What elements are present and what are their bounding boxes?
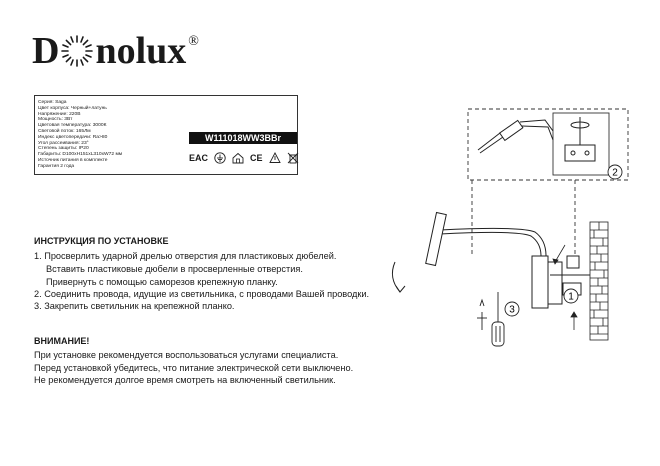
spec-line: Степень защиты: IP20 (38, 146, 89, 152)
spec-line: Гарантия 2 года (38, 163, 75, 169)
cert-row (189, 152, 299, 164)
class-two-icon (269, 152, 281, 164)
spec-line: Цвет корпуса: Черный+латунь (38, 105, 107, 111)
spec-list (38, 100, 122, 170)
step-2-label: 2 (612, 167, 618, 179)
logo-text: nolux (95, 30, 187, 72)
install-step-1c: Привернуть с помощью саморезов крепежную планку. (46, 277, 278, 287)
warning-title: ВНИМАНИЕ! (34, 336, 90, 346)
step-3-label: 3 (509, 304, 515, 316)
warning-line-3: Не рекомендуется долгое время смотреть на включенный светильник. (34, 375, 336, 385)
ground-icon (214, 152, 226, 164)
install-step-1b: Вставить пластиковые дюбели в просверленные отверстия. (46, 264, 303, 274)
logo-letter-d: D (32, 30, 60, 72)
step-1-label: 1 (568, 291, 574, 303)
spec-line: Индекс цветопередачи: Ra>80 (38, 134, 108, 140)
spec-label (34, 95, 298, 175)
wire-connector-icon (478, 120, 553, 153)
lamp-icon (392, 213, 590, 308)
detail-box (468, 109, 628, 255)
install-step-3: 3. Закрепить светильник на крепежной планко. (34, 301, 235, 311)
spec-line: Источник питания в комплекте (38, 157, 108, 163)
warning-line-2: Перед установкой убедитесь, что питание электрической сети выключено. (34, 363, 354, 373)
warning-line-1: При установке рекомендуется воспользоваться услугами специалиста. (34, 350, 339, 360)
install-step-1: 1. Просверлить ударной дрелью отверстия для пластиковых дюбелей. (34, 251, 337, 261)
spec-line: Напряжение: 220В (38, 111, 81, 117)
bracket-detail-icon (565, 117, 595, 161)
install-title: ИНСТРУКЦИЯ ПО УСТАНОВКЕ (34, 236, 169, 246)
spec-line: Габариты: D100xH151xL310xW72 мм (38, 152, 123, 158)
screwdriver-icon (477, 292, 504, 346)
indoor-use-icon (232, 152, 244, 164)
spec-line: Цветовая температура: 3000К (38, 123, 107, 129)
installation-diagram (380, 100, 640, 350)
install-step-2: 2. Соединить провода, идущие из светильника, с проводами Вашей проводки. (34, 289, 370, 299)
sun-icon (60, 34, 94, 68)
brand-logo (32, 30, 199, 72)
spec-line: Угол рассеивания: 23° (38, 140, 89, 146)
spec-line: Световой поток: 165Лм (38, 128, 91, 134)
eac-mark: EAC (189, 153, 209, 163)
spec-line: Мощность: 3Вт (38, 117, 73, 123)
spec-line: Серия: Saga (38, 100, 67, 105)
model-number: W111018WW3BBr (189, 132, 297, 144)
recycle-bin-icon (287, 152, 299, 164)
ce-mark: CE (250, 153, 263, 163)
brick-wall-icon (590, 222, 608, 340)
registered-mark: ® (188, 34, 199, 49)
